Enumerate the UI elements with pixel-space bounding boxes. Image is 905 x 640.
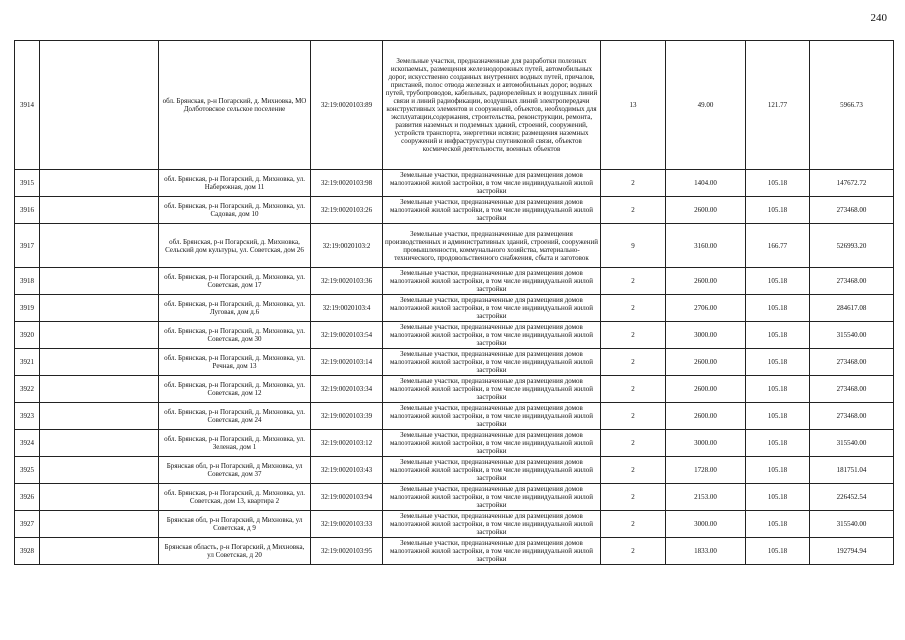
cell-empty xyxy=(40,538,159,565)
cell-land-use-type: Земельные участки, предназначенные для размещения домов малоэтажной жилой застройки, в том числе индивидуальной жилой застройки xyxy=(383,484,601,511)
cell-cadastral-value: 315540.00 xyxy=(810,511,894,538)
cell-empty xyxy=(40,457,159,484)
cell-area: 2600.00 xyxy=(666,376,746,403)
cell-area: 3000.00 xyxy=(666,322,746,349)
cell-cadastral-value: 147672.72 xyxy=(810,170,894,197)
cell-rate: 105.18 xyxy=(746,457,810,484)
cell-land-use-type: Земельные участки, предназначенные для размещения домов малоэтажной жилой застройки, в том числе индивидуальной жилой застройки xyxy=(383,511,601,538)
cell-rate: 105.18 xyxy=(746,538,810,565)
cell-address: обл. Брянская, р-н Погарский, д. Михновка, ул. Луговая, дом д.6 xyxy=(159,295,311,322)
cell-group: 2 xyxy=(601,295,666,322)
cell-land-use-type: Земельные участки, предназначенные для размещения домов малоэтажной жилой застройки, в том числе индивидуальной жилой застройки xyxy=(383,376,601,403)
cell-area: 1404.00 xyxy=(666,170,746,197)
cell-area: 2153.00 xyxy=(666,484,746,511)
cell-empty xyxy=(40,224,159,268)
cell-area: 1728.00 xyxy=(666,457,746,484)
cell-area: 3000.00 xyxy=(666,511,746,538)
table-row xyxy=(15,403,894,430)
table-row xyxy=(15,268,894,295)
cell-land-use-type: Земельные участки, предназначенные для размещения производственных и административных зданий, строений, сооружений промышленности, коммунального хозяйства, материально-технического, продовольственного снабжения, сбыта и заготовок xyxy=(383,224,601,268)
cell-area: 49.00 xyxy=(666,41,746,170)
cell-group: 2 xyxy=(601,170,666,197)
table-row xyxy=(15,349,894,376)
cell-cadastral-number: 32:19:0020103:39 xyxy=(311,403,383,430)
cell-address: Брянская область, р-н Погарский, д Михновка, ул Советская, д 20 xyxy=(159,538,311,565)
cell-area: 1833.00 xyxy=(666,538,746,565)
cell-group: 2 xyxy=(601,197,666,224)
cell-group: 2 xyxy=(601,268,666,295)
cell-row-number: 3918 xyxy=(15,268,40,295)
table-row xyxy=(15,224,894,268)
cell-row-number: 3919 xyxy=(15,295,40,322)
cell-address: обл. Брянская, р-н Погарский, д. Михновка, ул. Садовая, дом 10 xyxy=(159,197,311,224)
cell-cadastral-value: 526993.20 xyxy=(810,224,894,268)
cell-row-number: 3917 xyxy=(15,224,40,268)
cell-cadastral-number: 32:19:0020103:14 xyxy=(311,349,383,376)
cell-cadastral-value: 315540.00 xyxy=(810,430,894,457)
cell-cadastral-value: 5966.73 xyxy=(810,41,894,170)
cell-area: 2600.00 xyxy=(666,268,746,295)
cell-rate: 105.18 xyxy=(746,484,810,511)
cell-cadastral-number: 32:19:0020103:2 xyxy=(311,224,383,268)
cell-empty xyxy=(40,430,159,457)
cell-cadastral-value: 273468.00 xyxy=(810,376,894,403)
cell-row-number: 3921 xyxy=(15,349,40,376)
cell-address: обл. Брянская, р-н Погарский, д. Михновка, ул. Набережная, дом 11 xyxy=(159,170,311,197)
cell-cadastral-number: 32:19:0020103:26 xyxy=(311,197,383,224)
cell-address: Брянская обл, р-н Погарский, д Михновка, ул Советская, дом 37 xyxy=(159,457,311,484)
cell-row-number: 3922 xyxy=(15,376,40,403)
cell-cadastral-value: 284617.08 xyxy=(810,295,894,322)
cell-rate: 121.77 xyxy=(746,41,810,170)
cell-cadastral-value: 273468.00 xyxy=(810,403,894,430)
table-row xyxy=(15,430,894,457)
cell-group: 2 xyxy=(601,403,666,430)
cell-row-number: 3924 xyxy=(15,430,40,457)
cell-group: 2 xyxy=(601,457,666,484)
cell-empty xyxy=(40,170,159,197)
cell-address: обл. Брянская, р-н Погарский, д. Михновка, ул. Зеленая, дом 1 xyxy=(159,430,311,457)
cell-address: обл. Брянская, р-н Погарский, д. Михновка, ул. Советская, дом 13, квартира 2 xyxy=(159,484,311,511)
cadastral-value-table xyxy=(14,40,894,565)
cell-row-number: 3916 xyxy=(15,197,40,224)
cell-cadastral-number: 32:19:0020103:12 xyxy=(311,430,383,457)
cell-empty xyxy=(40,376,159,403)
cell-land-use-type: Земельные участки, предназначенные для разработки полезных ископаемых, размещения железнодорожных путей, автомобильных дорог, искусственно созданных внутренних водных путей, причалов, пристаней, полос отвода железных и автомобильных дорог, водных путей, трубопроводов, кабельных, радиорелейных и воздушных линий связи и линий радиофикации, воздушных линий электропередачи конструктивных элементов и сооружений, объектов, необходимых для эксплуатации,содержания, строительства, реконструкции, ремонта, развития наземных и подземных зданий, строений, сооружений, устройств транспорта, энергетики исвязи; размещения наземных сооружений и инфраструктуры спутниковой связи, объектов космической деятельности, военных объектов xyxy=(383,41,601,170)
cell-row-number: 3923 xyxy=(15,403,40,430)
table-row xyxy=(15,484,894,511)
cell-land-use-type: Земельные участки, предназначенные для размещения домов малоэтажной жилой застройки, в том числе индивидуальной жилой застройки xyxy=(383,403,601,430)
cell-rate: 105.18 xyxy=(746,322,810,349)
cell-land-use-type: Земельные участки, предназначенные для размещения домов малоэтажной жилой застройки, в том числе индивидуальной жилой застройки xyxy=(383,170,601,197)
cell-address: Брянская обл, р-н Погарский, д Михновка, ул Советская, д 9 xyxy=(159,511,311,538)
cell-area: 3000.00 xyxy=(666,430,746,457)
cell-group: 2 xyxy=(601,349,666,376)
cell-group: 2 xyxy=(601,484,666,511)
cell-address: обл. Брянская, р-н Погарский, д. Михновка, ул. Советская, дом 17 xyxy=(159,268,311,295)
cell-land-use-type: Земельные участки, предназначенные для размещения домов малоэтажной жилой застройки, в том числе индивидуальной жилой застройки xyxy=(383,430,601,457)
cell-cadastral-number: 32:19:0020103:33 xyxy=(311,511,383,538)
cell-empty xyxy=(40,322,159,349)
cell-rate: 105.18 xyxy=(746,349,810,376)
cell-area: 2600.00 xyxy=(666,197,746,224)
cell-cadastral-number: 32:19:0020103:34 xyxy=(311,376,383,403)
cell-group: 2 xyxy=(601,511,666,538)
cell-rate: 105.18 xyxy=(746,268,810,295)
cell-row-number: 3920 xyxy=(15,322,40,349)
cell-group: 13 xyxy=(601,41,666,170)
cell-cadastral-value: 192794.94 xyxy=(810,538,894,565)
cell-address: обл. Брянская, р-н Погарский, д. Михновка, ул. Советская, дом 24 xyxy=(159,403,311,430)
cell-rate: 105.18 xyxy=(746,197,810,224)
cell-rate: 105.18 xyxy=(746,376,810,403)
cell-rate: 105.18 xyxy=(746,403,810,430)
page-number: 240 xyxy=(870,12,887,24)
cell-cadastral-number: 32:19:0020103:89 xyxy=(311,41,383,170)
cell-land-use-type: Земельные участки, предназначенные для размещения домов малоэтажной жилой застройки, в том числе индивидуальной жилой застройки xyxy=(383,268,601,295)
cell-rate: 105.18 xyxy=(746,430,810,457)
cell-address: обл. Брянская, р-н Погарский, д. Михновка, ул. Советская, дом 30 xyxy=(159,322,311,349)
cell-area: 3160.00 xyxy=(666,224,746,268)
cell-cadastral-number: 32:19:0020103:43 xyxy=(311,457,383,484)
cell-address: обл. Брянская, р-н Погарский, д. Михновка, ул. Речная, дом 13 xyxy=(159,349,311,376)
cell-land-use-type: Земельные участки, предназначенные для размещения домов малоэтажной жилой застройки, в том числе индивидуальной жилой застройки xyxy=(383,322,601,349)
table-row xyxy=(15,538,894,565)
cell-row-number: 3925 xyxy=(15,457,40,484)
cell-empty xyxy=(40,403,159,430)
table-row xyxy=(15,511,894,538)
cell-land-use-type: Земельные участки, предназначенные для размещения домов малоэтажной жилой застройки, в том числе индивидуальной жилой застройки xyxy=(383,197,601,224)
cell-cadastral-value: 181751.04 xyxy=(810,457,894,484)
cell-row-number: 3926 xyxy=(15,484,40,511)
cell-group: 2 xyxy=(601,376,666,403)
cell-cadastral-number: 32:19:0020103:98 xyxy=(311,170,383,197)
cell-cadastral-number: 32:19:0020103:54 xyxy=(311,322,383,349)
cell-row-number: 3915 xyxy=(15,170,40,197)
cell-row-number: 3914 xyxy=(15,41,40,170)
cell-area: 2600.00 xyxy=(666,349,746,376)
cell-empty xyxy=(40,511,159,538)
cell-rate: 105.18 xyxy=(746,170,810,197)
table-row xyxy=(15,322,894,349)
cell-address: обл. Брянская, р-н Погарский, д. Михновка, ул. Советская, дом 12 xyxy=(159,376,311,403)
cell-area: 2600.00 xyxy=(666,403,746,430)
cell-rate: 166.77 xyxy=(746,224,810,268)
cell-address: обл. Брянская, р-н Погарский, д. Михновка, Сельский дом культуры, ул. Советская, дом 26 xyxy=(159,224,311,268)
cell-land-use-type: Земельные участки, предназначенные для размещения домов малоэтажной жилой застройки, в том числе индивидуальной жилой застройки xyxy=(383,538,601,565)
cell-area: 2706.00 xyxy=(666,295,746,322)
cell-rate: 105.18 xyxy=(746,511,810,538)
cell-cadastral-value: 315540.00 xyxy=(810,322,894,349)
cell-land-use-type: Земельные участки, предназначенные для размещения домов малоэтажной жилой застройки, в том числе индивидуальной жилой застройки xyxy=(383,457,601,484)
cell-cadastral-value: 273468.00 xyxy=(810,197,894,224)
cell-address: обл. Брянская, р-н Погарский, д. Михновка, МО Долботовское сельское поселение xyxy=(159,41,311,170)
cell-rate: 105.18 xyxy=(746,295,810,322)
cell-cadastral-number: 32:19:0020103:4 xyxy=(311,295,383,322)
cell-empty xyxy=(40,197,159,224)
table-row xyxy=(15,376,894,403)
cell-row-number: 3928 xyxy=(15,538,40,565)
cell-group: 2 xyxy=(601,538,666,565)
cell-cadastral-number: 32:19:0020103:95 xyxy=(311,538,383,565)
cell-cadastral-value: 226452.54 xyxy=(810,484,894,511)
cell-land-use-type: Земельные участки, предназначенные для размещения домов малоэтажной жилой застройки, в том числе индивидуальной жилой застройки xyxy=(383,295,601,322)
table-body xyxy=(15,41,894,565)
cell-cadastral-value: 273468.00 xyxy=(810,349,894,376)
cell-row-number: 3927 xyxy=(15,511,40,538)
table-row xyxy=(15,170,894,197)
cell-cadastral-number: 32:19:0020103:36 xyxy=(311,268,383,295)
cell-land-use-type: Земельные участки, предназначенные для размещения домов малоэтажной жилой застройки, в том числе индивидуальной жилой застройки xyxy=(383,349,601,376)
cell-group: 9 xyxy=(601,224,666,268)
table-row xyxy=(15,41,894,170)
cell-empty xyxy=(40,268,159,295)
cell-cadastral-value: 273468.00 xyxy=(810,268,894,295)
table-row xyxy=(15,457,894,484)
table-row xyxy=(15,197,894,224)
cell-empty xyxy=(40,484,159,511)
table-row xyxy=(15,295,894,322)
cell-empty xyxy=(40,349,159,376)
cell-empty xyxy=(40,295,159,322)
cell-cadastral-number: 32:19:0020103:94 xyxy=(311,484,383,511)
cell-group: 2 xyxy=(601,322,666,349)
cell-group: 2 xyxy=(601,430,666,457)
cell-empty xyxy=(40,41,159,170)
